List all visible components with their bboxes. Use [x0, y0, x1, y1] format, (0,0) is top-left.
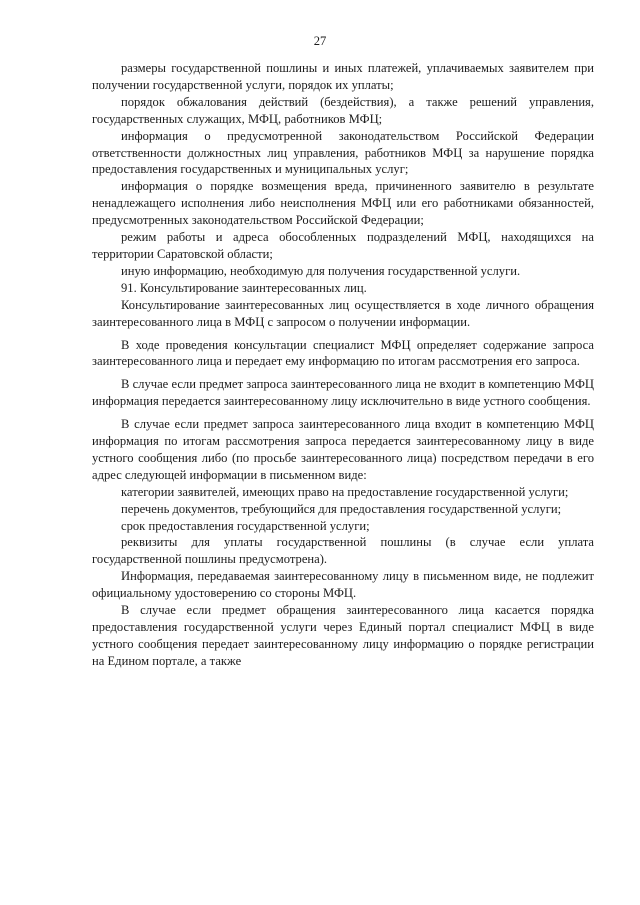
list-item-applicant-categories: категории заявителей, имеющих право на предоставление государственной услуги; — [121, 484, 569, 499]
paragraph-consulting-personal: Консультирование заинтересованных лиц осуществляется в ходе личного обращения заинтересованного лица в МФЦ с запросом о получении информации. — [92, 297, 594, 329]
page-number: 27 — [313, 34, 327, 48]
paragraph-consulting-process: В ходе проведения консультации специалист МФЦ определяет содержание запроса заинтересованного лица и передает ему информацию по итогам рассмотрения его запроса. — [92, 337, 594, 369]
list-item-documents: перечень документов, требующийся для предоставления государственной услуги; — [121, 501, 562, 516]
paragraph-state-fee: размеры государственной пошлины и иных платежей, уплачиваемых заявителем при получении государственной услуги, порядок их уплаты; — [92, 61, 594, 92]
document-body — [92, 60, 594, 670]
section-heading-91: 91. Консультирование заинтересованных лиц. — [121, 280, 367, 295]
paragraph-appeal-procedure: порядок обжалования действий (бездействия), а также решений управления, государственных служащих, МФЦ, работников МФЦ; — [92, 94, 594, 126]
paragraph-other-info: иную информацию, необходимую для получения государственной услуги. — [121, 263, 521, 278]
paragraph-branch-addresses: режим работы и адреса обособленных подразделений МФЦ, находящихся на территории Саратовской области; — [92, 230, 594, 261]
paragraph-single-portal: В случае если предмет обращения заинтересованного лица касается порядка предоставления государственной услуги через Единый портал специалист МФЦ в виде устного сообщения передает заинтересованному лицу информацию о порядке регистрации на Едином портале, а также — [92, 603, 594, 668]
paragraph-liability: информация о предусмотренной законодательством Российской Федерации ответственности должностных лиц управления, работников МФЦ за нарушение порядка предоставления государственных и муниципальных услуг; — [92, 128, 594, 177]
paragraph-written-info: Информация, передаваемая заинтересованному лицу в письменном виде, не подлежит официальному удостоверению со стороны МФЦ. — [92, 569, 594, 601]
list-item-term: срок предоставления государственной услуги; — [121, 518, 370, 533]
paragraph-within-competence: В случае если предмет запроса заинтересованного лица входит в компетенцию МФЦ информация по итогам рассмотрения запроса передается заинтересованному лицу в виде устного сообщения либо (по просьбе заинтересованного лица) посредством передачи в его адрес следующей информации в письменном виде: — [92, 417, 594, 482]
paragraph-damage-compensation: информация о порядке возмещения вреда, причиненного заявителю в результате ненадлежащего исполнения либо неисполнения МФЦ или его работниками обязанностей, предусмотренных законодательством Российской Федерации; — [92, 179, 594, 228]
paragraph-outside-competence: В случае если предмет запроса заинтересованного лица не входит в компетенцию МФЦ информация передается заинтересованному лицу исключительно в виде устного сообщения. — [92, 377, 594, 409]
list-item-payment-details: реквизиты для уплаты государственной пошлины (в случае если уплата государственной пошлины предусмотрена). — [92, 535, 594, 567]
